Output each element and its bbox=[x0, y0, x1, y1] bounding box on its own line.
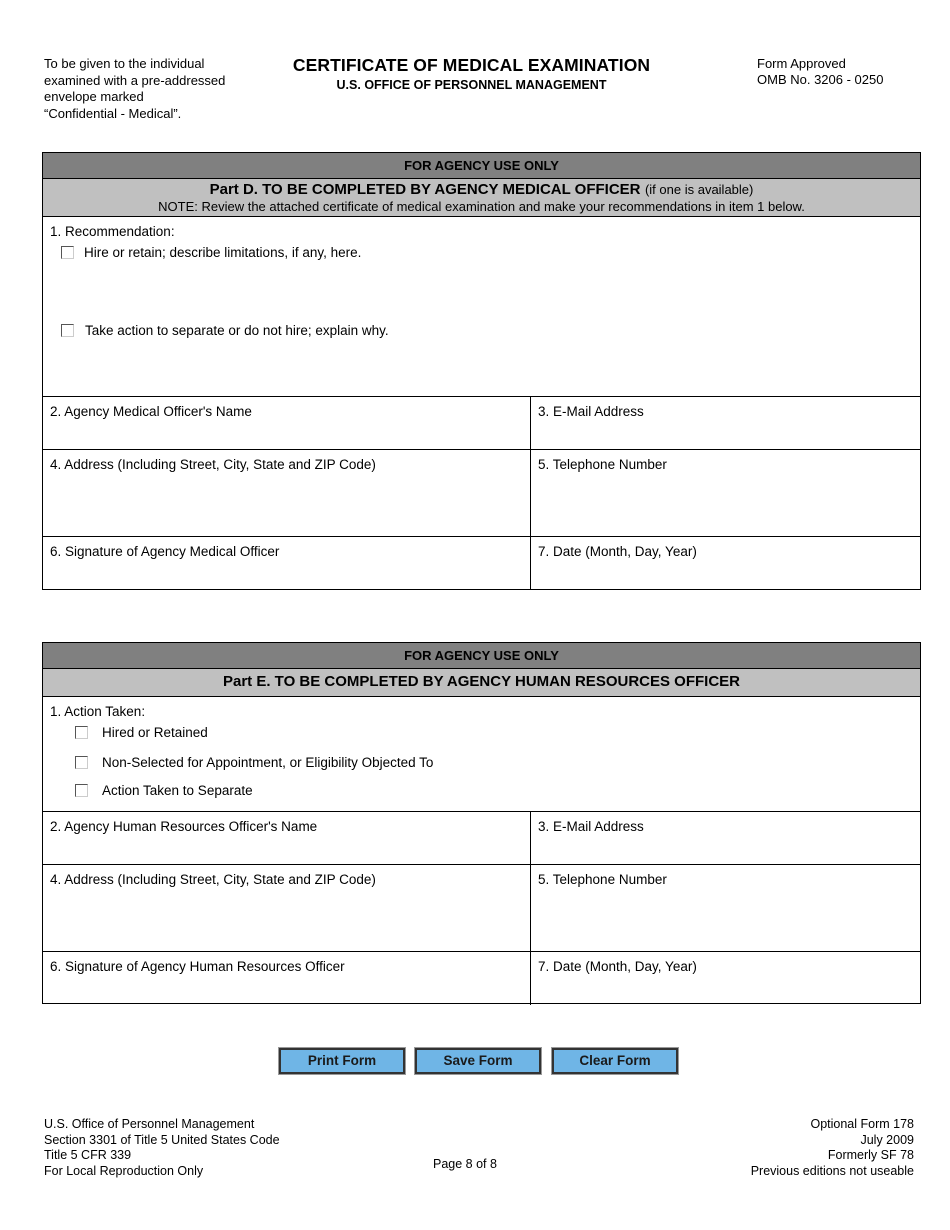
part-d-section bbox=[42, 152, 921, 590]
medical-officer-name-field[interactable]: 2. Agency Medical Officer's Name bbox=[43, 397, 531, 449]
hr-officer-phone-field[interactable]: 5. Telephone Number bbox=[538, 872, 667, 887]
part-e-row-3 bbox=[43, 865, 920, 952]
form-heading bbox=[250, 55, 693, 92]
separate-label: Take action to separate or do not hire; explain why. bbox=[85, 323, 389, 338]
hr-officer-email-field[interactable]: 3. E-Mail Address bbox=[538, 819, 644, 834]
header-instruction-line: “Confidential - Medical”. bbox=[44, 105, 182, 121]
header-instruction-line: examined with a pre-addressed bbox=[44, 72, 226, 88]
footer-form-info bbox=[751, 1117, 914, 1180]
header-instructions bbox=[44, 56, 274, 122]
action-taken-label: 1. Action Taken: bbox=[50, 704, 146, 719]
non-selected-label: Non-Selected for Appointment, or Eligibility Objected To bbox=[102, 755, 434, 770]
hire-retain-option bbox=[61, 245, 361, 260]
separate-option bbox=[61, 323, 389, 338]
part-d-row-3 bbox=[43, 450, 920, 537]
part-e-title: Part E. TO BE COMPLETED BY AGENCY HUMAN RESOURCES OFFICER bbox=[222, 673, 740, 690]
action-separate-label: Action Taken to Separate bbox=[102, 783, 253, 798]
part-e-section bbox=[42, 642, 921, 1004]
footer-line: For Local Reproduction Only bbox=[44, 1164, 204, 1179]
header-instruction-line: To be given to the individual bbox=[44, 56, 205, 71]
part-e-action bbox=[43, 697, 920, 812]
footer-line: Title 5 CFR 339 bbox=[44, 1148, 132, 1163]
part-d-recommendation bbox=[43, 217, 920, 397]
footer-line: Formerly SF 78 bbox=[827, 1148, 914, 1163]
part-d-note: NOTE: Review the attached certificate of medical examination and make your recommendations in item 1 below. bbox=[158, 199, 805, 214]
recommendation-label: 1. Recommendation: bbox=[50, 224, 175, 239]
action-separate-option bbox=[75, 783, 253, 798]
hr-officer-name-field[interactable]: 2. Agency Human Resources Officer's Name bbox=[43, 812, 531, 864]
footer-line: Previous editions not useable bbox=[750, 1164, 914, 1179]
part-e-row-2 bbox=[43, 812, 920, 865]
non-selected-option bbox=[75, 755, 433, 770]
footer-line: Optional Form 178 bbox=[810, 1117, 914, 1131]
part-d-row-4 bbox=[43, 537, 920, 590]
medical-officer-phone-field[interactable]: 5. Telephone Number bbox=[538, 457, 667, 472]
hired-retained-option bbox=[75, 725, 208, 740]
part-d-row-2 bbox=[43, 397, 920, 450]
hr-officer-address-field[interactable]: 4. Address (Including Street, City, State and ZIP Code) bbox=[43, 865, 531, 951]
part-d-header bbox=[43, 179, 920, 217]
agency-use-bar: FOR AGENCY USE ONLY bbox=[43, 643, 920, 669]
footer-agency-info bbox=[44, 1117, 280, 1180]
agency-use-bar: FOR AGENCY USE ONLY bbox=[43, 153, 920, 179]
page-number: Page 8 of 8 bbox=[433, 1157, 497, 1171]
medical-officer-address-field[interactable]: 4. Address (Including Street, City, State and ZIP Code) bbox=[43, 450, 531, 536]
medical-officer-date-field[interactable]: 7. Date (Month, Day, Year) bbox=[538, 544, 697, 559]
omb-number: OMB No. 3206 - 0250 bbox=[757, 72, 884, 87]
footer-line: July 2009 bbox=[860, 1132, 914, 1147]
hired-retained-checkbox[interactable] bbox=[75, 726, 88, 739]
form-approved-label: Form Approved bbox=[757, 56, 846, 71]
hired-retained-label: Hired or Retained bbox=[102, 725, 208, 740]
non-selected-checkbox[interactable] bbox=[75, 756, 88, 769]
part-d-title: Part D. TO BE COMPLETED BY AGENCY MEDICAL OFFICER bbox=[209, 181, 641, 198]
part-e-row-4 bbox=[43, 952, 920, 1005]
hire-retain-label: Hire or retain; describe limitations, if any, here. bbox=[84, 245, 362, 260]
footer-line: U.S. Office of Personnel Management bbox=[44, 1117, 255, 1131]
footer-line: Section 3301 of Title 5 United States Code bbox=[44, 1132, 280, 1147]
form-title: CERTIFICATE OF MEDICAL EXAMINATION bbox=[292, 55, 651, 75]
part-d-title-note: (if one is available) bbox=[644, 182, 754, 197]
part-e-header bbox=[43, 669, 920, 697]
form-approval bbox=[757, 56, 883, 88]
form-subtitle: U.S. OFFICE OF PERSONNEL MANAGEMENT bbox=[336, 78, 607, 92]
clear-form-button[interactable]: Clear Form bbox=[552, 1048, 678, 1074]
action-separate-checkbox[interactable] bbox=[75, 784, 88, 797]
medical-officer-email-field[interactable]: 3. E-Mail Address bbox=[538, 404, 644, 419]
separate-checkbox[interactable] bbox=[61, 324, 74, 337]
medical-officer-signature-field[interactable]: 6. Signature of Agency Medical Officer bbox=[43, 537, 531, 590]
hr-officer-signature-field[interactable]: 6. Signature of Agency Human Resources Officer bbox=[43, 952, 531, 1005]
hr-officer-date-field[interactable]: 7. Date (Month, Day, Year) bbox=[538, 959, 697, 974]
print-form-button[interactable]: Print Form bbox=[279, 1048, 405, 1074]
header-instruction-line: envelope marked bbox=[44, 89, 144, 104]
hire-retain-checkbox[interactable] bbox=[61, 246, 74, 259]
save-form-button[interactable]: Save Form bbox=[415, 1048, 541, 1074]
